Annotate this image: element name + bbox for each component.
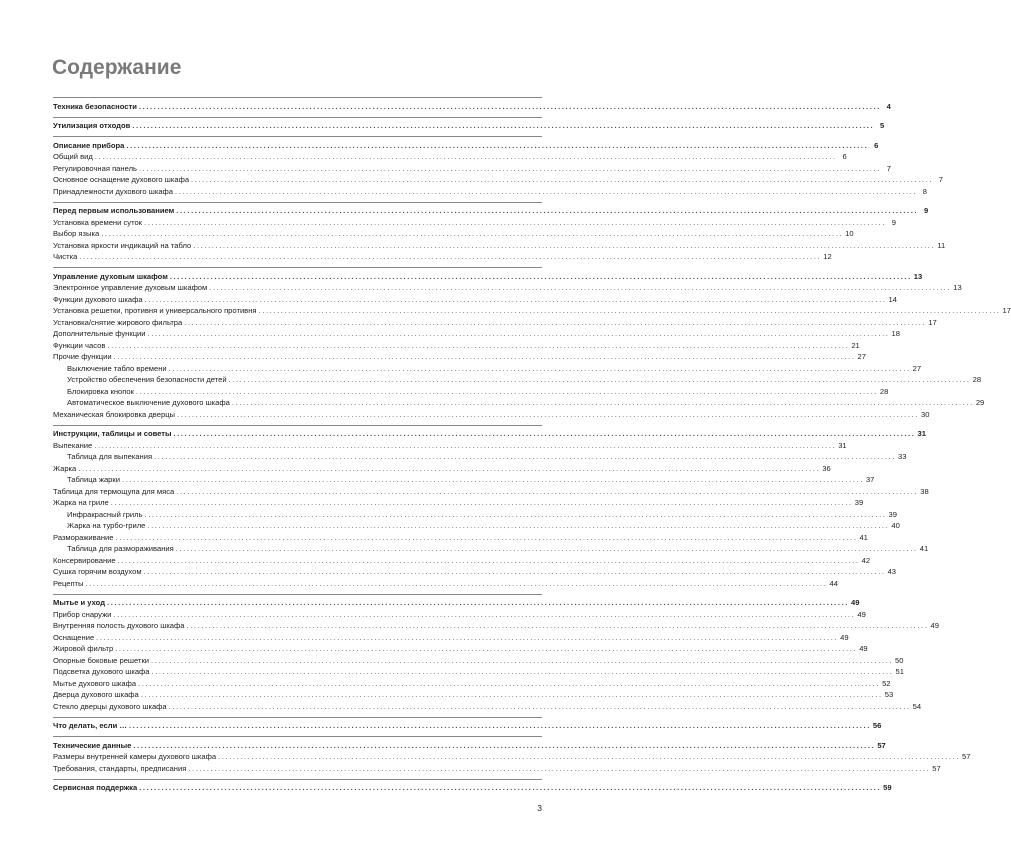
toc-entry-page: 13 <box>913 271 923 281</box>
toc-entry-page: 6 <box>874 140 879 150</box>
dot-leader: ........................................................................................................................................................................................................ <box>176 486 919 496</box>
dot-leader: ........................................................................................................................................................................................................ <box>228 375 971 384</box>
toc-entry-label: Размораживание <box>53 532 114 542</box>
toc-entry-page: 28 <box>972 375 982 384</box>
toc-entry-label: Рецепты <box>53 578 84 588</box>
toc-entry[interactable] <box>53 607 866 619</box>
toc-entry-label: Принадлежности духового шкафа <box>53 186 174 196</box>
dot-leader: ........................................................................................................................................................................................................ <box>209 283 952 292</box>
dot-leader: ........................................................................................................................................................................................................ <box>151 655 893 665</box>
toc-entry-page: 41 <box>859 532 868 542</box>
dot-leader: ........................................................................................................................................................................................................ <box>191 175 934 184</box>
toc-entry-label: Таблица для выпекания <box>67 452 153 461</box>
toc-entry-page: 42 <box>861 555 871 565</box>
toc-entry[interactable] <box>53 304 1011 316</box>
dot-leader: ........................................................................................................................................................................................................ <box>135 386 878 396</box>
toc-entry-label: Механическая блокировка дверцы <box>53 409 175 419</box>
dot-leader: ........................................................................................................................................................................................................ <box>79 252 822 261</box>
dot-leader: ........................................................................................................................................................................................................ <box>154 452 897 461</box>
toc-entry[interactable] <box>53 484 929 496</box>
page-number: 3 <box>537 803 542 813</box>
toc-entry-page: 53 <box>884 690 894 699</box>
toc-entry-page: 12 <box>823 252 832 261</box>
dot-leader: ........................................................................................................................................................................................................ <box>143 567 886 576</box>
toc-entry[interactable] <box>53 373 982 385</box>
dot-leader: ........................................................................................................................................................................................................ <box>132 121 875 130</box>
toc-entry-page: 17 <box>928 317 937 327</box>
toc-entry-label: Технические данные <box>53 740 132 750</box>
toc-entry[interactable] <box>53 361 922 373</box>
toc-entry[interactable] <box>53 665 904 677</box>
toc-entry-page: 49 <box>859 644 868 653</box>
toc-entry-page: 14 <box>888 294 897 304</box>
toc-entry-label: Общий вид <box>53 152 93 161</box>
toc-entry-page: 49 <box>851 598 860 607</box>
toc-entry-label: Сушка горячим воздухом <box>53 567 142 576</box>
toc-heading-entry[interactable] <box>53 596 860 608</box>
toc-entry-label: Таблица для размораживания <box>67 544 174 553</box>
toc-entry[interactable] <box>53 530 868 542</box>
toc-entry-page: 36 <box>822 463 831 473</box>
toc-entry[interactable] <box>53 750 971 762</box>
dot-leader: ........................................................................................................................................................................................................ <box>169 271 912 281</box>
toc-entry-label: Мытье и уход <box>53 598 106 607</box>
dot-leader: ........................................................................................................................................................................................................ <box>110 498 853 507</box>
toc-entry[interactable] <box>53 542 929 554</box>
dot-leader: ........................................................................................................................................................................................................ <box>115 644 858 653</box>
toc-entry-label: Опорные боковые решетки <box>53 655 150 665</box>
toc-entry-page: 4 <box>886 101 891 111</box>
dot-leader: ........................................................................................................................................................................................................ <box>140 690 883 699</box>
dot-leader: ........................................................................................................................................................................................................ <box>168 701 911 711</box>
dot-leader: ........................................................................................................................................................................................................ <box>78 463 821 473</box>
dot-leader: ........................................................................................................................................................................................................ <box>85 578 828 588</box>
dot-leader: ........................................................................................................................................................................................................ <box>173 429 916 438</box>
toc-entry[interactable] <box>53 438 847 450</box>
toc-entry-label: Инфракрасный гриль <box>67 509 143 519</box>
toc-entry[interactable] <box>53 250 832 262</box>
toc-section <box>53 137 944 202</box>
toc-entry-label: Подсветка духового шкафа <box>53 667 150 676</box>
toc-section <box>53 595 939 717</box>
toc-entry-label: Дополнительные функции <box>53 329 146 338</box>
toc-entry-label: Электронное управление духовым шкафом <box>53 283 208 292</box>
toc-entry-page: 41 <box>919 544 929 553</box>
toc-section <box>53 268 1011 425</box>
toc-entry-page: 13 <box>953 283 962 292</box>
toc-entry-page: 31 <box>838 440 847 450</box>
dot-leader: ........................................................................................................................................................................................................ <box>113 352 856 361</box>
toc-section <box>53 780 892 799</box>
toc-entry[interactable] <box>53 173 944 185</box>
toc-entry-page: 40 <box>891 521 900 530</box>
dot-leader: ........................................................................................................................................................................................................ <box>107 340 850 350</box>
toc-entry-label: Техника безопасности <box>53 101 137 111</box>
toc-entry[interactable] <box>53 761 941 773</box>
toc-entry[interactable] <box>53 507 897 519</box>
toc-entry[interactable] <box>53 384 889 396</box>
toc-heading-entry[interactable] <box>53 99 891 111</box>
page-title: Содержание <box>52 56 182 79</box>
toc-entry-page: 54 <box>912 701 922 711</box>
dot-leader: ........................................................................................................................................................................................................ <box>101 229 844 238</box>
toc-entry-label: Стекло дверцы духового шкафа <box>53 701 167 711</box>
toc-entry-label: Выбор языка <box>53 229 100 238</box>
toc-entry-label: Перед первым использованием <box>53 206 175 215</box>
toc-entry-page: 27 <box>912 363 922 373</box>
toc-entry-label: Требования, стандарты, предписания <box>53 763 187 773</box>
dot-leader: ........................................................................................................................................................................................................ <box>184 317 927 327</box>
dot-leader: ........................................................................................................................................................................................................ <box>121 475 864 484</box>
toc-entry-page: 50 <box>895 655 904 665</box>
dot-leader: ........................................................................................................................................................................................................ <box>144 294 887 304</box>
toc-entry-label: Жарка на турбо-гриле <box>67 521 146 530</box>
toc-entry[interactable] <box>53 496 864 508</box>
dot-leader: ........................................................................................................................................................................................................ <box>147 521 890 530</box>
toc-heading-entry[interactable] <box>53 138 879 150</box>
dot-leader: ........................................................................................................................................................................................................ <box>168 363 911 373</box>
toc-entry-label: Прочие функции <box>53 352 112 361</box>
toc-heading-entry[interactable] <box>53 204 929 216</box>
toc-entry-page: 9 <box>923 206 929 215</box>
toc-entry-label: Мытье духового шкафа <box>53 678 137 688</box>
toc-entry-label: Оснащение <box>53 632 95 642</box>
dot-leader: ........................................................................................................................................................................................................ <box>133 740 876 750</box>
toc-entry-label: Описание прибора <box>53 140 125 150</box>
toc-entry-label: Внутренняя полость духового шкафа <box>53 621 185 630</box>
toc-entry-page: 39 <box>854 498 864 507</box>
toc-entry[interactable] <box>53 396 985 408</box>
toc-entry-page: 6 <box>842 152 847 161</box>
toc-entry-label: Прибор снаружи <box>53 609 112 619</box>
toc-entry-page: 8 <box>922 186 927 196</box>
toc-entry-label: Регулировочная панель <box>53 163 137 173</box>
toc-heading-entry[interactable] <box>53 269 923 281</box>
toc-entry-label: Инструкции, таблицы и советы <box>53 429 172 438</box>
toc-entry-page: 28 <box>879 386 889 396</box>
dot-leader: ........................................................................................................................................................................................................ <box>94 440 837 450</box>
toc-entry-label: Функции часов <box>53 340 106 350</box>
toc-entry-page: 7 <box>886 163 891 173</box>
toc-entry-label: Основное оснащение духового шкафа <box>53 175 190 184</box>
toc-entry[interactable] <box>53 238 946 250</box>
toc-entry-label: Управление духовым шкафом <box>53 271 168 281</box>
toc-entry-page: 56 <box>872 721 882 730</box>
toc-entry-page: 49 <box>840 632 849 642</box>
dot-leader: ........................................................................................................................................................................................................ <box>193 240 936 250</box>
toc-section <box>53 718 882 737</box>
toc-entry[interactable] <box>53 315 937 327</box>
toc-entry[interactable] <box>53 327 900 339</box>
toc-entry[interactable] <box>53 619 939 631</box>
toc-entry-page: 5 <box>879 121 885 130</box>
toc-entry[interactable] <box>53 450 907 462</box>
dot-leader: ........................................................................................................................................................................................................ <box>218 752 961 761</box>
dot-leader: ........................................................................................................................................................................................................ <box>139 783 882 792</box>
toc-entry-label: Блокировка кнопок <box>67 386 134 396</box>
toc-section <box>53 203 946 268</box>
toc-entry-page: 21 <box>851 340 860 350</box>
toc-entry-page: 11 <box>937 240 946 250</box>
toc-entry[interactable] <box>53 576 838 588</box>
dot-leader: ........................................................................................................................................................................................................ <box>126 140 869 150</box>
toc-entry-label: Консервирование <box>53 555 116 565</box>
toc-entry[interactable] <box>53 150 847 162</box>
toc-entry[interactable] <box>53 281 962 293</box>
toc-entry[interactable] <box>53 350 866 362</box>
toc-entry[interactable] <box>53 519 900 531</box>
toc-entry[interactable] <box>53 565 897 577</box>
toc-entry-page: 59 <box>883 783 892 792</box>
toc-entry-page: 44 <box>829 578 838 588</box>
toc-entry-page: 7 <box>938 175 944 184</box>
toc-entry-page: 10 <box>845 229 854 238</box>
toc-entry-page: 33 <box>898 452 907 461</box>
dot-leader: ........................................................................................................................................................................................................ <box>144 217 886 227</box>
toc-entry-page: 51 <box>895 667 904 676</box>
toc-entry-label: Таблица для термощупа для мяса <box>53 486 175 496</box>
toc-entry[interactable] <box>53 630 849 642</box>
toc-entry[interactable] <box>53 688 894 700</box>
toc-entry-page: 17 <box>1002 306 1011 315</box>
toc-entry[interactable] <box>53 473 875 485</box>
toc-entry-label: Установка решетки, противня и универсального противня <box>53 306 257 315</box>
toc-entry[interactable] <box>53 553 871 565</box>
toc-heading-entry[interactable] <box>53 781 892 793</box>
toc-entry[interactable] <box>53 407 930 419</box>
dot-leader: ........................................................................................................................................................................................................ <box>115 532 858 542</box>
toc-entry-page: 9 <box>891 217 896 227</box>
toc-section <box>53 118 885 137</box>
toc-entry-label: Утилизация отходов <box>53 121 131 130</box>
toc-entry-label: Жарка <box>53 463 77 473</box>
toc-entry[interactable] <box>53 699 922 711</box>
dot-leader: ........................................................................................................................................................................................................ <box>258 306 1001 315</box>
toc-entry-page: 57 <box>962 752 971 761</box>
toc-entry-page: 57 <box>932 763 941 773</box>
toc-entry-page: 38 <box>920 486 929 496</box>
toc-entry-label: Функции духового шкафа <box>53 294 143 304</box>
toc-section <box>53 426 929 594</box>
dot-leader: ........................................................................................................................................................................................................ <box>113 609 856 619</box>
toc-entry[interactable] <box>53 676 891 688</box>
toc-entry[interactable] <box>53 338 860 350</box>
toc-section <box>53 737 971 779</box>
toc-entry-page: 31 <box>917 429 926 438</box>
toc-entry[interactable] <box>53 292 897 304</box>
toc-entry-label: Таблица жарки <box>67 475 120 484</box>
dot-leader: ........................................................................................................................................................................................................ <box>94 152 837 161</box>
toc-entry-label: Размеры внутренней камеры духового шкафа <box>53 752 217 761</box>
toc-entry[interactable] <box>53 215 896 227</box>
dot-leader: ........................................................................................................................................................................................................ <box>138 678 881 688</box>
toc-entry-label: Что делать, если … <box>53 721 127 730</box>
toc-heading-entry[interactable] <box>53 719 882 731</box>
toc-entry-label: Выключение табло времени <box>67 363 167 373</box>
toc-entry[interactable] <box>53 184 927 196</box>
dot-leader: ........................................................................................................................................................................................................ <box>188 763 931 773</box>
toc-entry[interactable] <box>53 161 891 173</box>
toc-entry-label: Выпекание <box>53 440 93 450</box>
dot-leader: ........................................................................................................................................................................................................ <box>138 101 881 111</box>
toc-entry-page: 49 <box>857 609 866 619</box>
toc-entry-page: 43 <box>887 567 897 576</box>
toc-entry-page: 37 <box>865 475 875 484</box>
toc-entry-label: Установка яркости индикаций на табло <box>53 240 192 250</box>
dot-leader: ........................................................................................................................................................................................................ <box>144 509 887 519</box>
toc-heading-entry[interactable] <box>53 119 885 131</box>
dot-leader: ........................................................................................................................................................................................................ <box>231 398 974 407</box>
toc-entry-page: 27 <box>857 352 866 361</box>
dot-leader: ........................................................................................................................................................................................................ <box>96 632 839 642</box>
dot-leader: ........................................................................................................................................................................................................ <box>107 598 849 607</box>
dot-leader: ........................................................................................................................................................................................................ <box>176 206 919 215</box>
toc-entry-label: Дверца духового шкафа <box>53 690 139 699</box>
dot-leader: ........................................................................................................................................................................................................ <box>147 329 890 338</box>
toc-heading-entry[interactable] <box>53 738 886 750</box>
dot-leader: ........................................................................................................................................................................................................ <box>177 409 919 419</box>
toc-entry[interactable] <box>53 461 831 473</box>
toc-entry-label: Жарка на гриле <box>53 498 109 507</box>
toc-entry-label: Сервисная поддержка <box>53 783 138 792</box>
dot-leader: ........................................................................................................................................................................................................ <box>175 544 918 553</box>
toc-entry-page: 49 <box>930 621 939 630</box>
toc-entry-page: 39 <box>888 509 897 519</box>
toc-entry-label: Жировой фильтр <box>53 644 114 653</box>
dot-leader: ........................................................................................................................................................................................................ <box>117 555 860 565</box>
dot-leader: ........................................................................................................................................................................................................ <box>175 186 917 196</box>
toc-section <box>53 98 891 117</box>
dot-leader: ........................................................................................................................................................................................................ <box>128 721 871 730</box>
toc-entry-label: Автоматическое выключение духового шкафа <box>67 398 230 407</box>
toc-entry[interactable] <box>53 653 904 665</box>
toc-entry-page: 18 <box>891 329 900 338</box>
dot-leader: ........................................................................................................................................................................................................ <box>151 667 894 676</box>
toc-entry-label: Установка/снятие жирового фильтра <box>53 317 183 327</box>
table-of-contents <box>53 97 1011 798</box>
toc-entry[interactable] <box>53 642 868 654</box>
toc-entry[interactable] <box>53 227 854 239</box>
dot-leader: ........................................................................................................................................................................................................ <box>138 163 881 173</box>
toc-entry-label: Устройство обеспечения безопасности детей <box>67 375 227 384</box>
dot-leader: ........................................................................................................................................................................................................ <box>186 621 929 630</box>
toc-entry-page: 30 <box>920 409 930 419</box>
toc-entry-page: 57 <box>877 740 886 750</box>
toc-entry-label: Установка времени суток <box>53 217 143 227</box>
toc-entry-page: 52 <box>882 678 891 688</box>
toc-entry-label: Чистка <box>53 252 78 261</box>
toc-heading-entry[interactable] <box>53 427 926 439</box>
toc-entry-page: 29 <box>975 398 985 407</box>
